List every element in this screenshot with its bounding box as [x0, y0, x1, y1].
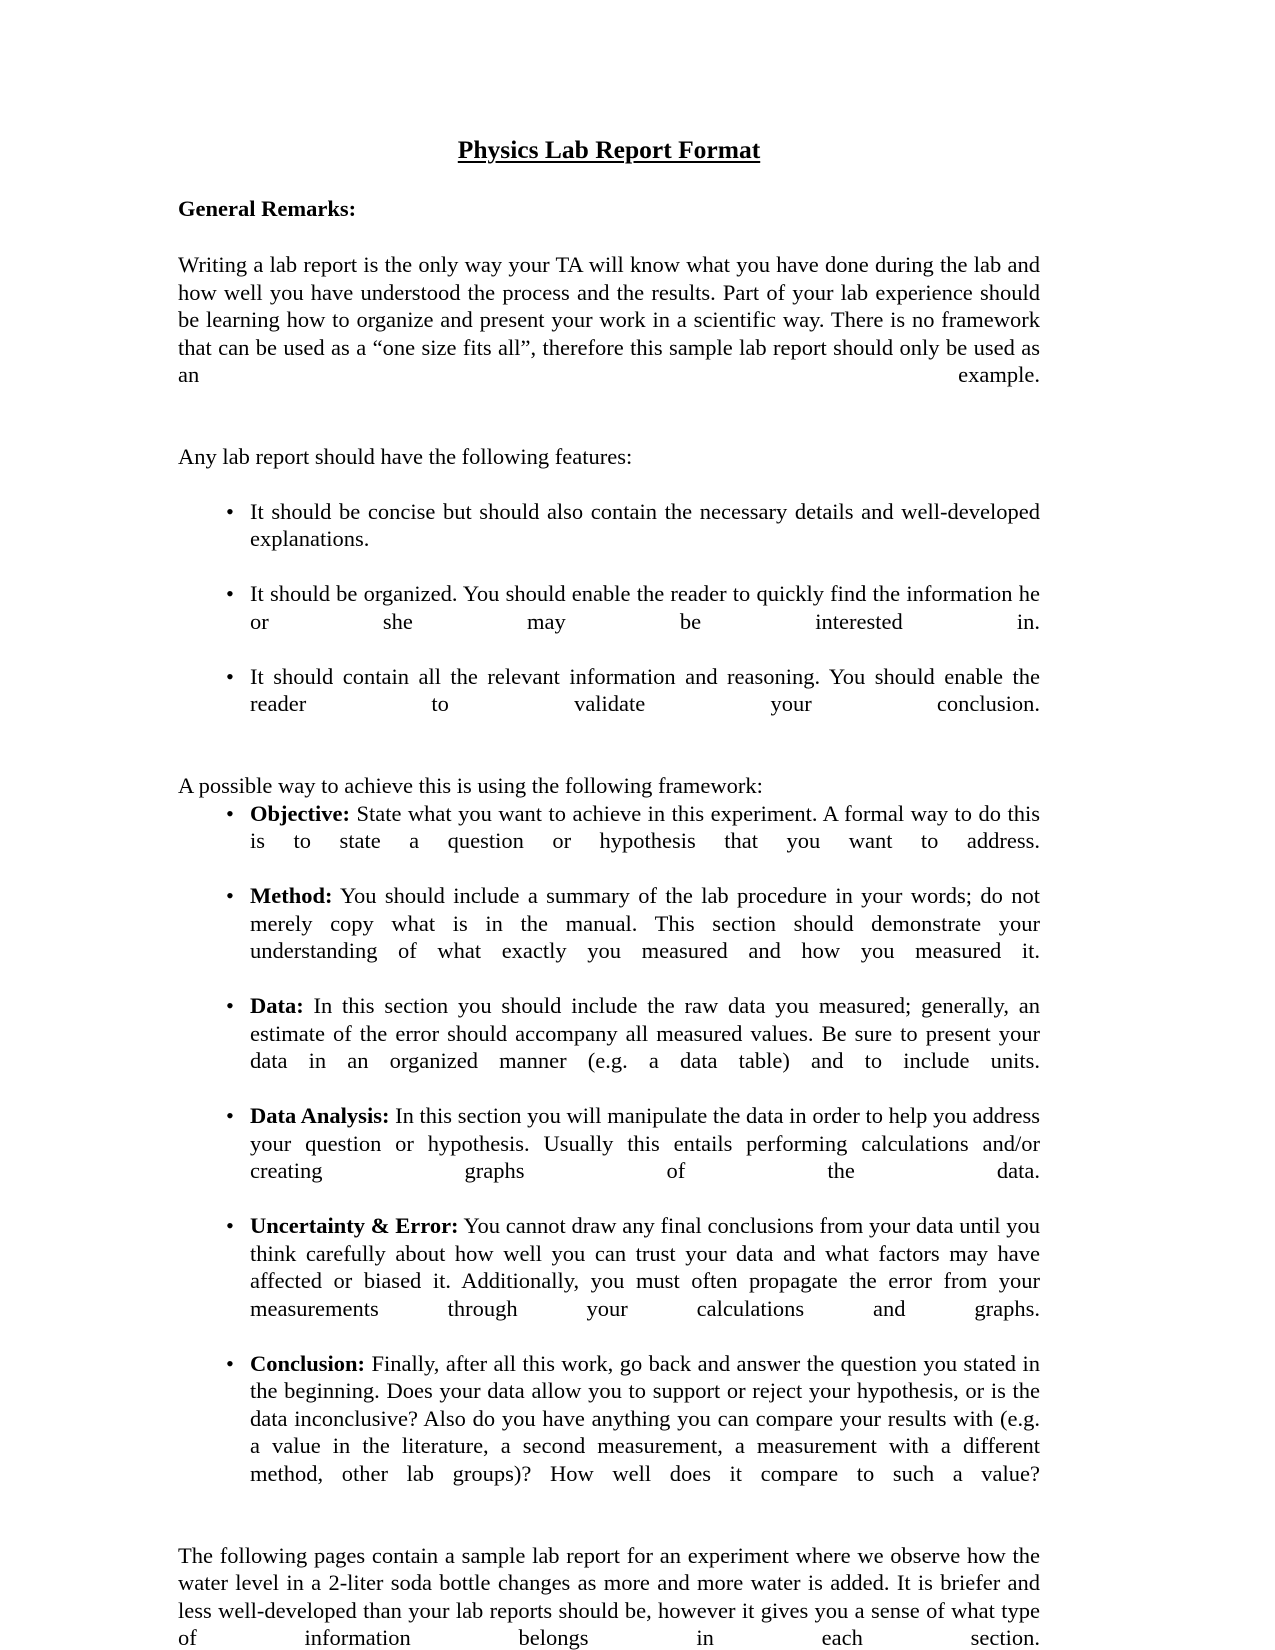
- features-list: [178, 498, 1040, 746]
- bullet-icon: •: [226, 883, 234, 908]
- intro-paragraph: Writing a lab report is the only way your TA will know what you have done during the lab and how well you have understood the process and the results. Part of your lab experience should be learning how to organize and present your work in a scientific way. There is no framework that can be used as a “one size fits all”, therefore this sample lab report should only be used as an example.: [178, 252, 1040, 387]
- list-item-text: You cannot draw any final conclusions from your data until you think carefully about how well you can trust your data and what factors may have affected or biased it. Additionally, you must often propagate the error from your measurements through your calculations and graphs.: [250, 1213, 1040, 1321]
- framework-list: [178, 800, 1040, 1515]
- list-item-text: Finally, after all this work, go back and answer the question you stated in the beginning. Does your data allow you to support or reject your hypothesis, or is the data inconclusive? Also do you have anything you can compare your results with (e.g. a value in the literature, a second measurement, a measurement with a different method, other lab groups)? How well does it compare to such a value?: [250, 1350, 1040, 1486]
- list-item: [178, 992, 1040, 1102]
- page-title: [178, 135, 1040, 165]
- list-item-label: Conclusion:: [250, 1350, 366, 1376]
- list-item: [178, 1350, 1040, 1515]
- list-item: [178, 800, 1040, 883]
- page-title-text: Physics Lab Report Format: [457, 135, 761, 164]
- bullet-icon: •: [226, 800, 234, 826]
- list-item: [178, 1102, 1040, 1212]
- features-lead-in: Any lab report should have the following features:: [178, 444, 633, 469]
- list-item-label: Data:: [250, 993, 304, 1018]
- document-content: [178, 135, 1040, 1650]
- list-item: [178, 580, 1040, 663]
- list-item-text: It should be concise but should also contain the necessary details and well-developed explanations.: [250, 498, 1040, 551]
- closing-paragraph: The following pages contain a sample lab report for an experiment where we observe how the water level in a 2-liter soda bottle changes as more and more water is added. It is briefer and less well-developed than your lab reports should be, however it gives you a sense of what type of information belongs in each section.: [178, 1542, 1040, 1650]
- bullet-icon: •: [226, 1103, 234, 1128]
- list-item-text: In this section you should include the raw data you measured; generally, an estimate of the error should accompany all measured values. Be sure to present your data in an organized manner (e.g. a data table) and to include units.: [250, 993, 1040, 1073]
- bullet-icon: •: [226, 1213, 234, 1238]
- list-item-text: It should be organized. You should enable the reader to quickly find the information he or she may be interested in.: [250, 581, 1040, 634]
- list-item-text: You should include a summary of the lab procedure in your words; do not merely copy what is in the manual. This section should demonstrate your understanding of what exactly you measured and how you measured it.: [250, 883, 1040, 963]
- bullet-icon: •: [226, 993, 234, 1018]
- bullet-icon: •: [226, 663, 234, 689]
- section-heading-general-remarks: General Remarks:: [178, 196, 357, 221]
- list-item-text: In this section you will manipulate the data in order to help you address your question or hypothesis. Usually this entails performing calculations and/or creating graphs of the data.: [250, 1103, 1040, 1183]
- list-item: [178, 1212, 1040, 1350]
- list-item-label: Objective:: [250, 800, 350, 826]
- list-item-label: Data Analysis:: [250, 1103, 390, 1128]
- list-item: [178, 663, 1040, 746]
- list-item: [178, 882, 1040, 992]
- framework-lead-in: A possible way to achieve this is using the following framework:: [178, 773, 763, 798]
- list-item: [178, 498, 1040, 581]
- list-item-text: State what you want to achieve in this experiment. A formal way to do this is to state a question or hypothesis that you want to address.: [250, 800, 1040, 853]
- bullet-icon: •: [226, 498, 234, 524]
- list-item-text: It should contain all the relevant information and reasoning. You should enable the reader to validate your conclusion.: [250, 663, 1040, 716]
- list-item-label: Method:: [250, 883, 333, 908]
- list-item-label: Uncertainty & Error:: [250, 1213, 459, 1238]
- bullet-icon: •: [226, 581, 234, 606]
- bullet-icon: •: [226, 1350, 234, 1376]
